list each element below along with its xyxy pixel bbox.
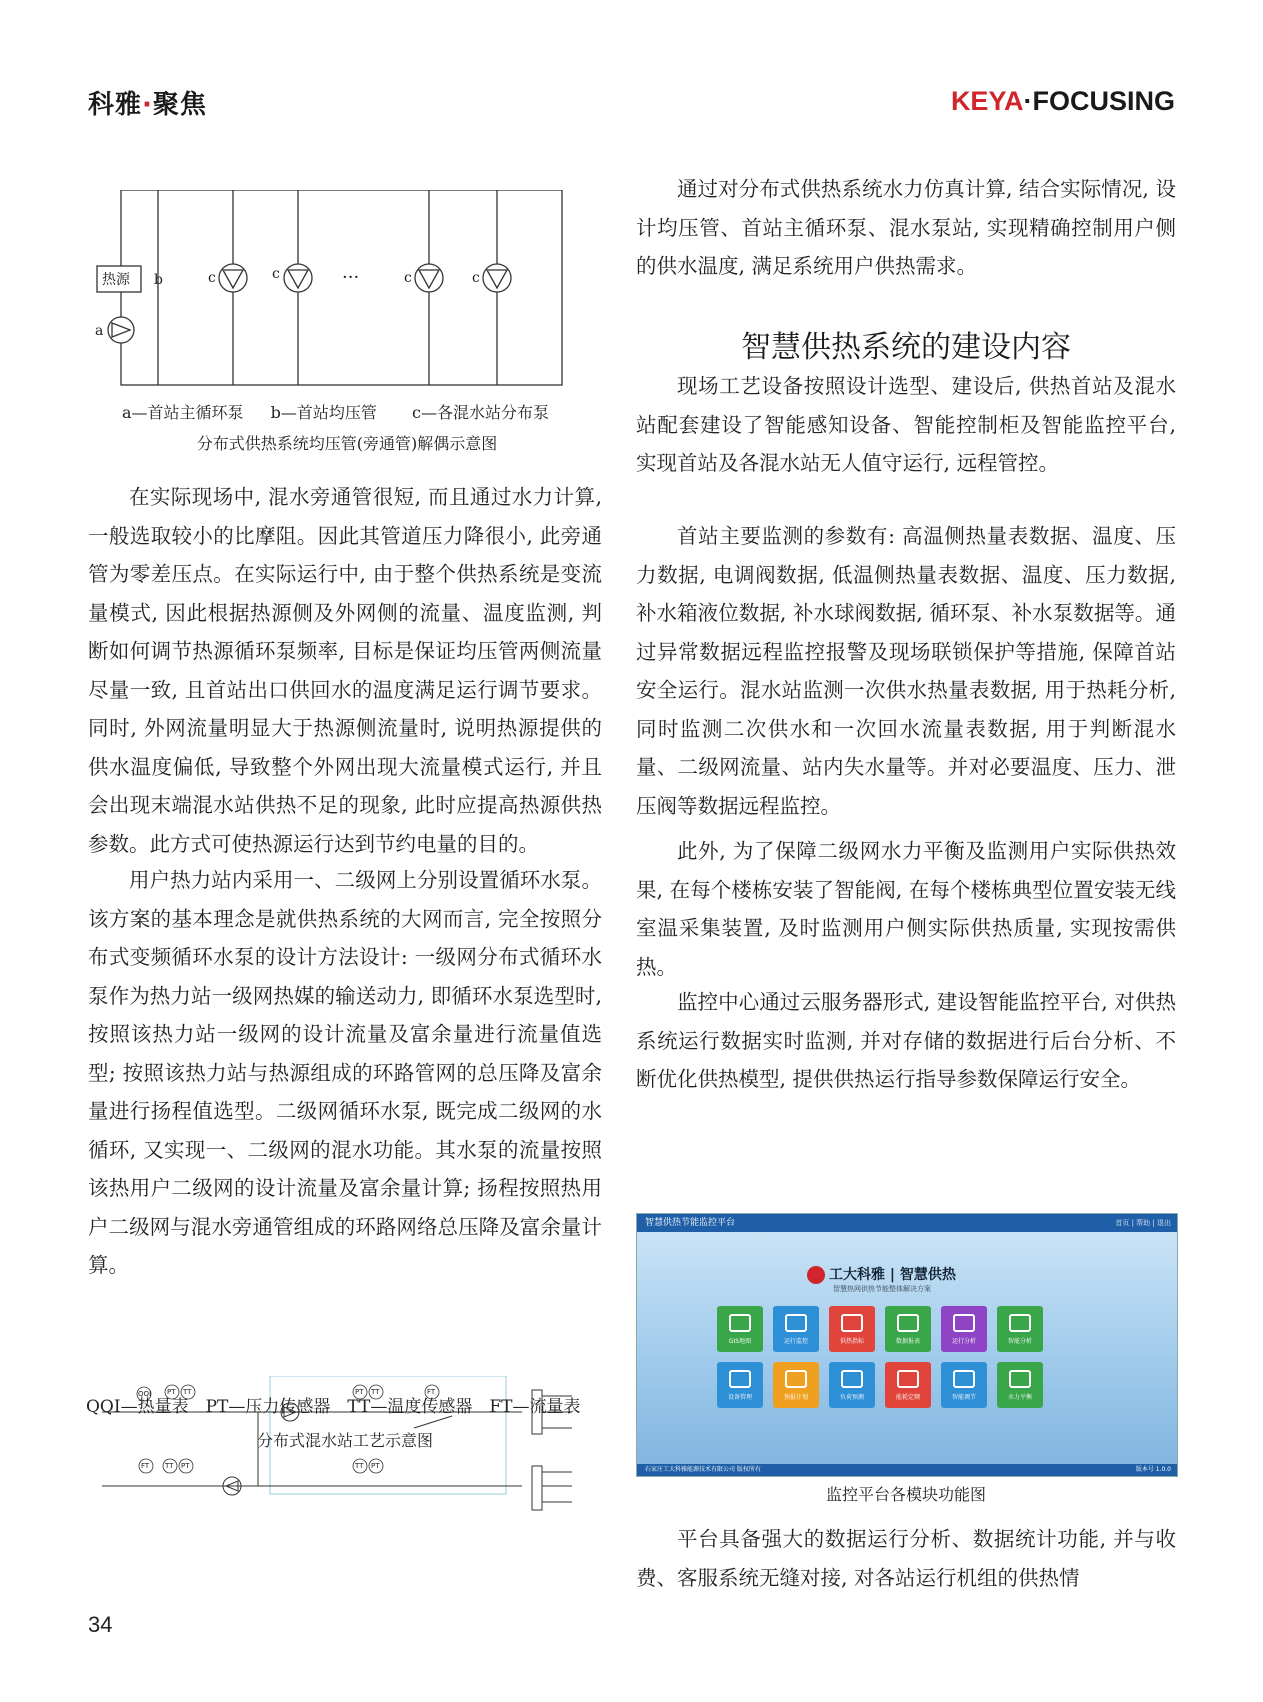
pump-c-label-2: c — [272, 266, 280, 282]
legend-c: c—各混水站分布泵 — [411, 403, 549, 422]
module-tile-balance[interactable]: 水力平衡 — [997, 1362, 1043, 1408]
drop-icon — [1009, 1370, 1031, 1388]
pie-chart-icon — [953, 1314, 975, 1332]
pump-c-label-1: c — [208, 270, 216, 286]
brand-logo-icon — [807, 1266, 825, 1284]
left-paragraph-2: 用户热力站内采用一、二级网上分别设置循环水泵。该方案的基本理念是就供热系统的大网而言, 完全按照分布式变频循环水泵的设计方法设计: 一级网分布式循环水泵作为热力站一级网热媒的输送动力, 即循环水泵选型时, 按照该热力站一级网的设计流量及富余量进行流量值选型; 按照该热力站与热源组成的环路管网的总压降及富余量进行扬程值选型。二级网循环水泵, 既完成二级网的水循环, 又实现一、二级网的混水功能。其水泵的流量按照该热用户二级网的设计流量及富余量计算; 扬程按照热用户二级网与混水旁通管组成的环路网络总压降及富余量计算。 — [88, 868, 602, 1277]
screenshot-footer-left: 石家庄工大科雅能源技术有限公司 版权所有 — [645, 1466, 761, 1473]
screenshot-logo — [807, 1264, 956, 1294]
document-icon — [897, 1314, 919, 1332]
screenshot-topbar-right: 首页 | 帮助 | 退出 — [1115, 1219, 1171, 1227]
right-paragraph-2: 首站主要监测的参数有: 高温侧热量表数据、温度、压力数据, 电调阀数据, 低温侧热量表数据、温度、压力数据, 补水箱液位数据, 补水球阀数据, 循环泵、补水泵数据等。通过异常数据远程监控报警及现场联锁保护等措施, 保障首站安全运行。混水站监测一次供水热量表数据, 用于热耗分析, 同时监测二次供水和一次回水流量表数据, 用于判断混水量、二级网流量、站内失水量等。并对必要温度、压力、泄压阀等数据远程监控。 — [636, 524, 1176, 818]
sensor-tag-8: TT — [165, 1462, 174, 1470]
right-last-paragraph: 平台具备强大的数据运行分析、数据统计功能, 并与收费、客服系统无缝对接, 对各站运行机组的供热情 — [636, 1527, 1176, 1590]
section-title: 智慧供热系统的建设内容 — [741, 330, 1071, 365]
gauge-icon — [785, 1314, 807, 1332]
sensor-tag-11: PT — [371, 1462, 380, 1470]
figure2-caption: 分布式混水站工艺示意图 — [256, 1431, 433, 1450]
module-tile-smart[interactable]: 智能分析 — [997, 1306, 1043, 1352]
legend-a: a—首站主循环泵 — [122, 403, 244, 422]
bypass-b-label: b — [154, 272, 163, 288]
sensor-tag-10: TT — [355, 1462, 364, 1470]
device-icon — [729, 1370, 751, 1388]
right-paragraph-4: 监控中心通过云服务器形式, 建设智能监控平台, 对供热系统运行数据实时监测, 并对存储的数据进行后台分析、不断优化供热模型, 提供供热运行指导参数保障运行安全。 — [636, 990, 1176, 1091]
header-left-cn2: 聚焦 — [152, 90, 207, 120]
module-tile-load[interactable]: 负荷预测 — [829, 1362, 875, 1408]
header-left-cn: 科雅 — [88, 90, 143, 120]
header-right-keya: KEYA — [950, 86, 1024, 116]
module-tile-analysis[interactable]: 运行分析 — [941, 1306, 987, 1352]
screenshot-logo-sub: 智慧热网供热节能整体解决方案 — [833, 1285, 931, 1293]
module-tile-quota[interactable]: 能耗定额 — [885, 1362, 931, 1408]
header-right-dot: · — [1023, 86, 1033, 116]
ellipsis-label: ··· — [342, 267, 360, 288]
screenshot-logo-text: 工大科雅 | 智慧供热 — [829, 1267, 956, 1283]
left-paragraph-1: 在实际现场中, 混水旁通管很短, 而且通过水力计算, 一般选取较小的比摩阻。因此其管道压力降很小, 此旁通管为零差压点。在实际运行中, 由于整个供热系统是变流量模式, 因此根据热源侧及外网侧的流量、温度监测, 判断如何调节热源循环泵频率, 目标是保证均压管两侧流量尽量一致, 且首站出口供回水的温度满足运行调节要求。同时, 外网流量明显大于热源侧流量时, 说明热源提供的供水温度偏低, 导致整个外网出现大流量模式运行, 并且会出现末端混水站供热不足的现象, 此时应提高热源供热参数。此方式可使热源运行达到节约电量的目的。 — [88, 485, 602, 856]
image-icon — [785, 1370, 807, 1388]
module-tile-report[interactable]: 数据报表 — [885, 1306, 931, 1352]
sensor-tag-1: QQI — [138, 1390, 152, 1398]
screenshot-title: 智慧供热节能监控平台 — [645, 1218, 736, 1228]
right-intro-paragraph: 通过对分布式供热系统水力仿真计算, 结合实际情况, 设计均压管、首站主循环泵、混水泵站, 实现精确控制用户侧的供水温度, 满足系统用户供热需求。 — [636, 177, 1176, 278]
header-left-dot: · — [142, 90, 153, 120]
map-icon — [729, 1314, 751, 1332]
sensor-tag-6: FT — [427, 1388, 436, 1396]
legend-b: b—首站均压管 — [270, 403, 377, 422]
trend-icon — [841, 1370, 863, 1388]
pump-a-label: a — [95, 323, 104, 339]
module-tiles — [717, 1306, 1047, 1408]
figure1-caption: 分布式供热系统均压管(旁通管)解偶示意图 — [196, 434, 498, 453]
module-tile-adjust[interactable]: 智能调节 — [941, 1362, 987, 1408]
chart-icon — [841, 1314, 863, 1332]
right-paragraph-1: 现场工艺设备按照设计选型、建设后, 供热首站及混水站配套建设了智能感知设备、智能控制柜及智能监控平台, 实现首站及各混水站无人值守运行, 远程管控。 — [636, 374, 1176, 475]
sensor-tag-9: PT — [181, 1462, 190, 1470]
figure1-legend — [122, 400, 549, 423]
module-tile-device[interactable]: 设备管理 — [717, 1362, 763, 1408]
screenshot-footer-right: 版本号 1.0.0 — [1135, 1466, 1171, 1473]
network-icon — [1009, 1314, 1031, 1332]
right-paragraph-3: 此外, 为了保障二级网水力平衡及监测用户实际供热效果, 在每个楼栋安装了智能阀, 在每个楼栋典型位置安装无线室温采集装置, 及时监测用户侧实际供热质量, 实现按需供热。 — [636, 839, 1176, 979]
platform-screenshot — [636, 1213, 1178, 1477]
figure2-legend: QQI—热量表 PT—压力传感器 TT—温度传感器 FT—流量表 — [86, 1397, 581, 1417]
module-tile-gis[interactable]: GIS地图 — [717, 1306, 763, 1352]
header-right-focusing: FOCUSING — [1032, 86, 1175, 116]
module-tile-monitor[interactable]: 运行监控 — [773, 1306, 819, 1352]
module-tile-forecast[interactable]: 预报计划 — [773, 1362, 819, 1408]
pump-c-label-4: c — [472, 270, 480, 286]
sensor-tag-2: PT — [167, 1388, 176, 1396]
module-tile-index[interactable]: 供热指标 — [829, 1306, 875, 1352]
decoupling-diagram — [92, 190, 602, 420]
dial-icon — [953, 1370, 975, 1388]
page-number: 34 — [88, 1612, 113, 1637]
header-right-brand — [951, 86, 1175, 117]
screenshot-caption: 监控平台各模块功能图 — [825, 1485, 986, 1504]
sensor-tag-3: TT — [183, 1388, 192, 1396]
screenshot-title-bar — [637, 1214, 1177, 1232]
sensor-tag-5: TT — [371, 1388, 380, 1396]
sensor-tag-7: FT — [141, 1462, 150, 1470]
header-left-brand — [88, 84, 207, 121]
heat-source-label: 热源 — [102, 272, 130, 288]
line-chart-icon — [897, 1370, 919, 1388]
screenshot-footer — [637, 1464, 1177, 1476]
pump-c-label-3: c — [404, 270, 412, 286]
sensor-tag-4: PT — [355, 1388, 364, 1396]
